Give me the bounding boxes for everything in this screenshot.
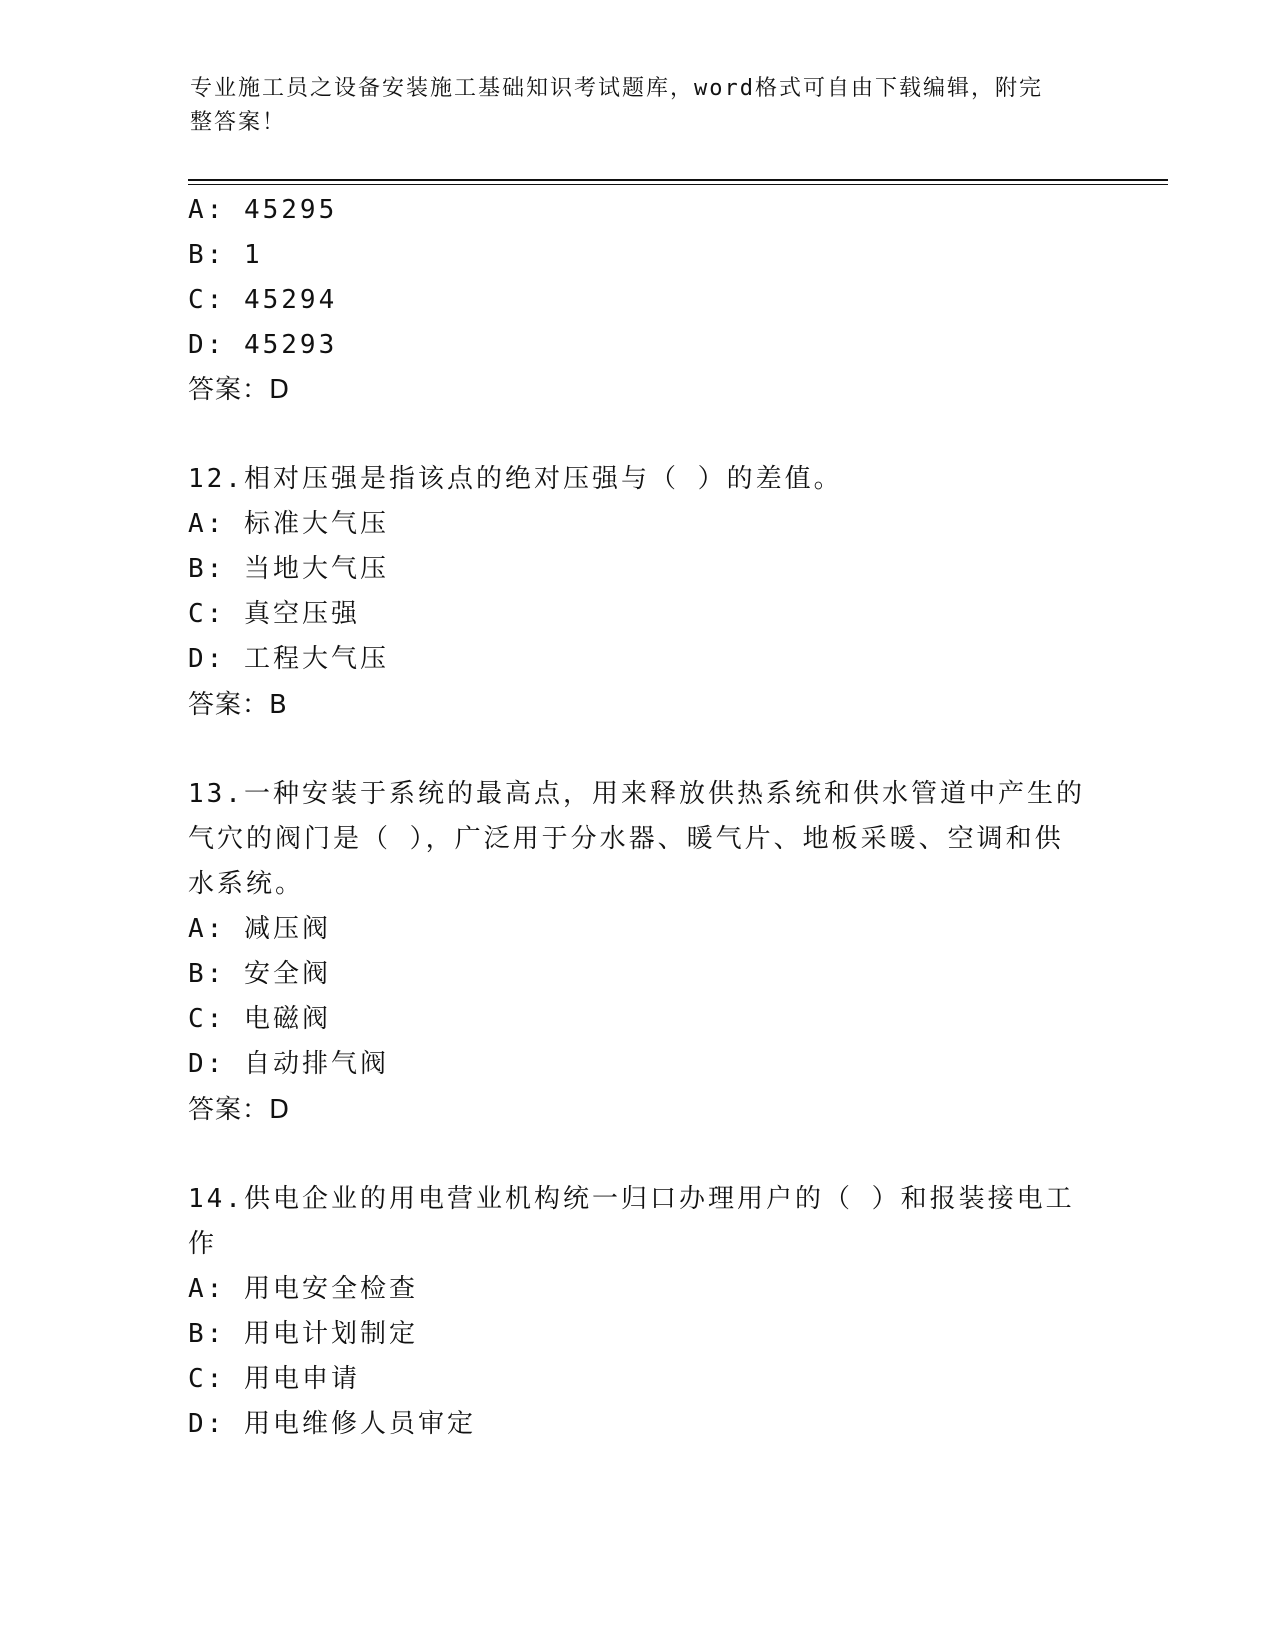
header-rule-thick (188, 179, 1168, 181)
header-line-1: 专业施工员之设备安装施工基础知识考试题库，word格式可自由下载编辑，附完 (190, 76, 1043, 101)
q14-question-line-1: 14.供电企业的用电营业机构统一归口办理用户的（ ）和报装接电工 (188, 1184, 1075, 1214)
q13-option-c: C: 电磁阀 (188, 1004, 331, 1034)
q12-answer: 答案：B (188, 690, 288, 720)
q13-question-line-1: 13.一种安装于系统的最高点，用来释放供热系统和供水管道中产生的 (188, 779, 1085, 809)
q11-option-b: B: 1 (188, 240, 263, 270)
q12-question: 12.相对压强是指该点的绝对压强与（ ）的差值。 (188, 464, 843, 494)
q13-question-line-2: 气穴的阀门是（ ），广泛用于分水器、暖气片、地板采暖、空调和供 (188, 824, 1064, 854)
q14-option-a: A: 用电安全检查 (188, 1274, 418, 1304)
q11-option-d: D: 45293 (188, 330, 338, 360)
q11-option-c: C: 45294 (188, 285, 338, 315)
q14-option-c: C: 用电申请 (188, 1364, 360, 1394)
q13-option-a: A: 减压阀 (188, 914, 331, 944)
q13-option-d: D: 自动排气阀 (188, 1049, 389, 1079)
q14-option-d: D: 用电维修人员审定 (188, 1409, 476, 1439)
header-rule-thin (188, 184, 1168, 185)
q12-option-b: B: 当地大气压 (188, 554, 389, 584)
q13-answer: 答案：D (188, 1095, 291, 1125)
header-line-2: 整答案！ (190, 110, 287, 135)
q12-option-d: D: 工程大气压 (188, 644, 389, 674)
q11-option-a: A: 45295 (188, 195, 338, 225)
q13-option-b: B: 安全阀 (188, 959, 331, 989)
q13-question-line-3: 水系统。 (188, 869, 305, 899)
q12-option-c: C: 真空压强 (188, 599, 360, 629)
q14-question-line-2: 作 (188, 1229, 218, 1259)
document-header (190, 72, 1090, 140)
q11-answer: 答案：D (188, 375, 291, 405)
q12-option-a: A: 标准大气压 (188, 509, 389, 539)
q14-option-b: B: 用电计划制定 (188, 1319, 418, 1349)
